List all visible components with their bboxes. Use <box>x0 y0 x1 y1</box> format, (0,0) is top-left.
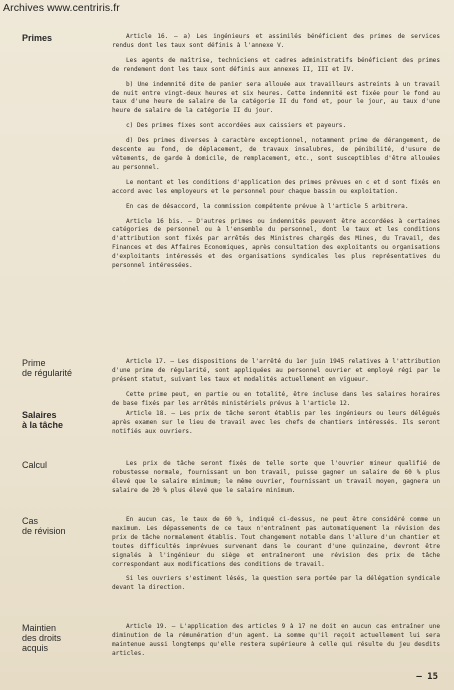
section-label <box>22 358 92 378</box>
label-line: à la tâche <box>22 420 64 430</box>
paragraph: Les prix de tâche seront fixés de telle sorte que l'ouvrier mineur qualifié de robustesse normale, fournissant un bon travail, puisse gagner un salaire de 60 % plus élevé que le salaire minimum; le même ouvrier, fournissant un travail moyen, gagnera un salaire de 20 % plus élevé que le salaire minimum. <box>112 460 440 494</box>
paragraph: Les agents de maîtrise, techniciens et cadres administratifs bénéficient des primes de rendement dont les taux sont définis aux annexes II, III et IV. <box>112 56 440 73</box>
section-content <box>112 358 440 409</box>
paragraph: d) Des primes diverses à caractère exceptionnel, notamment prime de dérangement, de descente au fond, de déplacement, de travaux insalubres, de pénibilité, d'usure de vêtements, de garde à domicile, de remplacement, etc., sont susceptibles d'être allouées au personnel. <box>112 137 440 171</box>
paragraph: Article 16. — a) Les ingénieurs et assimilés bénéficient des primes de services rendus dont les taux sont définis à l'annexe V. <box>112 33 440 49</box>
paragraph: Article 19. — L'application des articles 9 à 17 ne doit en aucun cas entraîner une diminution de la rémunération d'un agent. La somme qu'il reçoit actuellement lui sera maintenue aussi longtemps qu'elle restera supérieure à celle qui résulte du jeu desdits articles. <box>112 623 440 657</box>
paragraph: Cette prime peut, en partie ou en totalité, être incluse dans les salaires horaires de base fixés par les arrêtés ministériels prévus à l'article 12. <box>112 390 440 407</box>
label-line: Prime <box>22 358 46 368</box>
label-line: des droits <box>22 633 62 643</box>
section-label <box>22 460 92 470</box>
label-line: de régularité <box>22 368 73 378</box>
section-content <box>112 516 440 593</box>
paragraph: Le montant et les conditions d'application des primes prévues en c et d sont fixés en accord avec les employeurs et le personnel pour chaque bassin ou exploitation. <box>112 178 440 195</box>
label-line: Primes <box>22 33 53 43</box>
paragraph: En aucun cas, le taux de 60 %, indiqué ci-dessus, ne peut être considéré comme un maximum. Les dépassements de ce taux n'entraînent pas automatiquement la révision des prix de tâche normalement établis. Tout changement notable dans l'allure d'un chantier et toutes difficultés imprévues survenant dans le courant d'une quinzaine, devront être signalés à l'ingénieur du siège et entraîneront une révision des prix de tâche correspondant aux modifications des conditions de travail. <box>112 516 440 568</box>
label-line: acquis <box>22 643 49 653</box>
label-line: de révision <box>22 526 66 536</box>
page-number: — 15 <box>416 672 438 682</box>
section-label <box>22 33 92 43</box>
paragraph: En cas de désaccord, la commission compétente prévue à l'article 5 arbitrera. <box>126 202 409 210</box>
label-line: Salaires <box>22 410 57 420</box>
paragraph: Si les ouvriers s'estiment lésés, la question sera portée par la délégation syndicale devant la direction. <box>112 575 440 592</box>
paragraph: Article 18. — Les prix de tâche seront établis par les ingénieurs ou leurs délégués après examen sur le lieu de travail avec les chefs de chantiers intéressés. Ils seront notifiés aux ouvriers. <box>112 410 440 435</box>
paragraph: Article 16 bis. — D'autres primes ou indemnités peuvent être accordées à certaines catégories de personnel ou à l'ensemble du personnel, dont le taux et les conditions d'attribution sont fixés par arrêtés des Ministres chargés des Mines, du Travail, des Finances et des Affaires Economiques, après consultation des exploitants ou organisations d'exploitants intéressés et des organisations syndicales les plus représentatives du personnel intéressées. <box>112 217 440 270</box>
label-line: Calcul <box>22 460 48 470</box>
paragraph: c) Des primes fixes sont accordées aux caissiers et payeurs. <box>126 122 347 130</box>
section-content <box>112 460 440 496</box>
label-line: Maintien <box>22 623 57 633</box>
section-content <box>112 410 440 437</box>
paragraph: Article 17. — Les dispositions de l'arrêté du 1er juin 1945 relatives à l'attribution d'une prime de régularité, sont appliquées au personnel ouvrier et employé régi par le présent statut, suivant les taux et modalités actuellement en vigueur. <box>112 358 440 383</box>
watermark-text: Archives www.centriris.fr <box>3 2 120 14</box>
section-content <box>112 623 440 659</box>
section-content <box>112 33 440 271</box>
label-line: Cas <box>22 516 39 526</box>
section-label <box>22 516 92 536</box>
section-label <box>22 410 92 430</box>
paragraph: b) Une indemnité dite de panier sera allouée aux travailleurs astreints à un travail de nuit entre vingt-deux heures et six heures. Cette indemnité est fixée pour le fond au taux d'une heure de salaire de la catégorie II du fond et, pour le jour, au taux d'une heure de salaire de la catégorie II du jour. <box>112 80 440 115</box>
section-label <box>22 623 92 653</box>
